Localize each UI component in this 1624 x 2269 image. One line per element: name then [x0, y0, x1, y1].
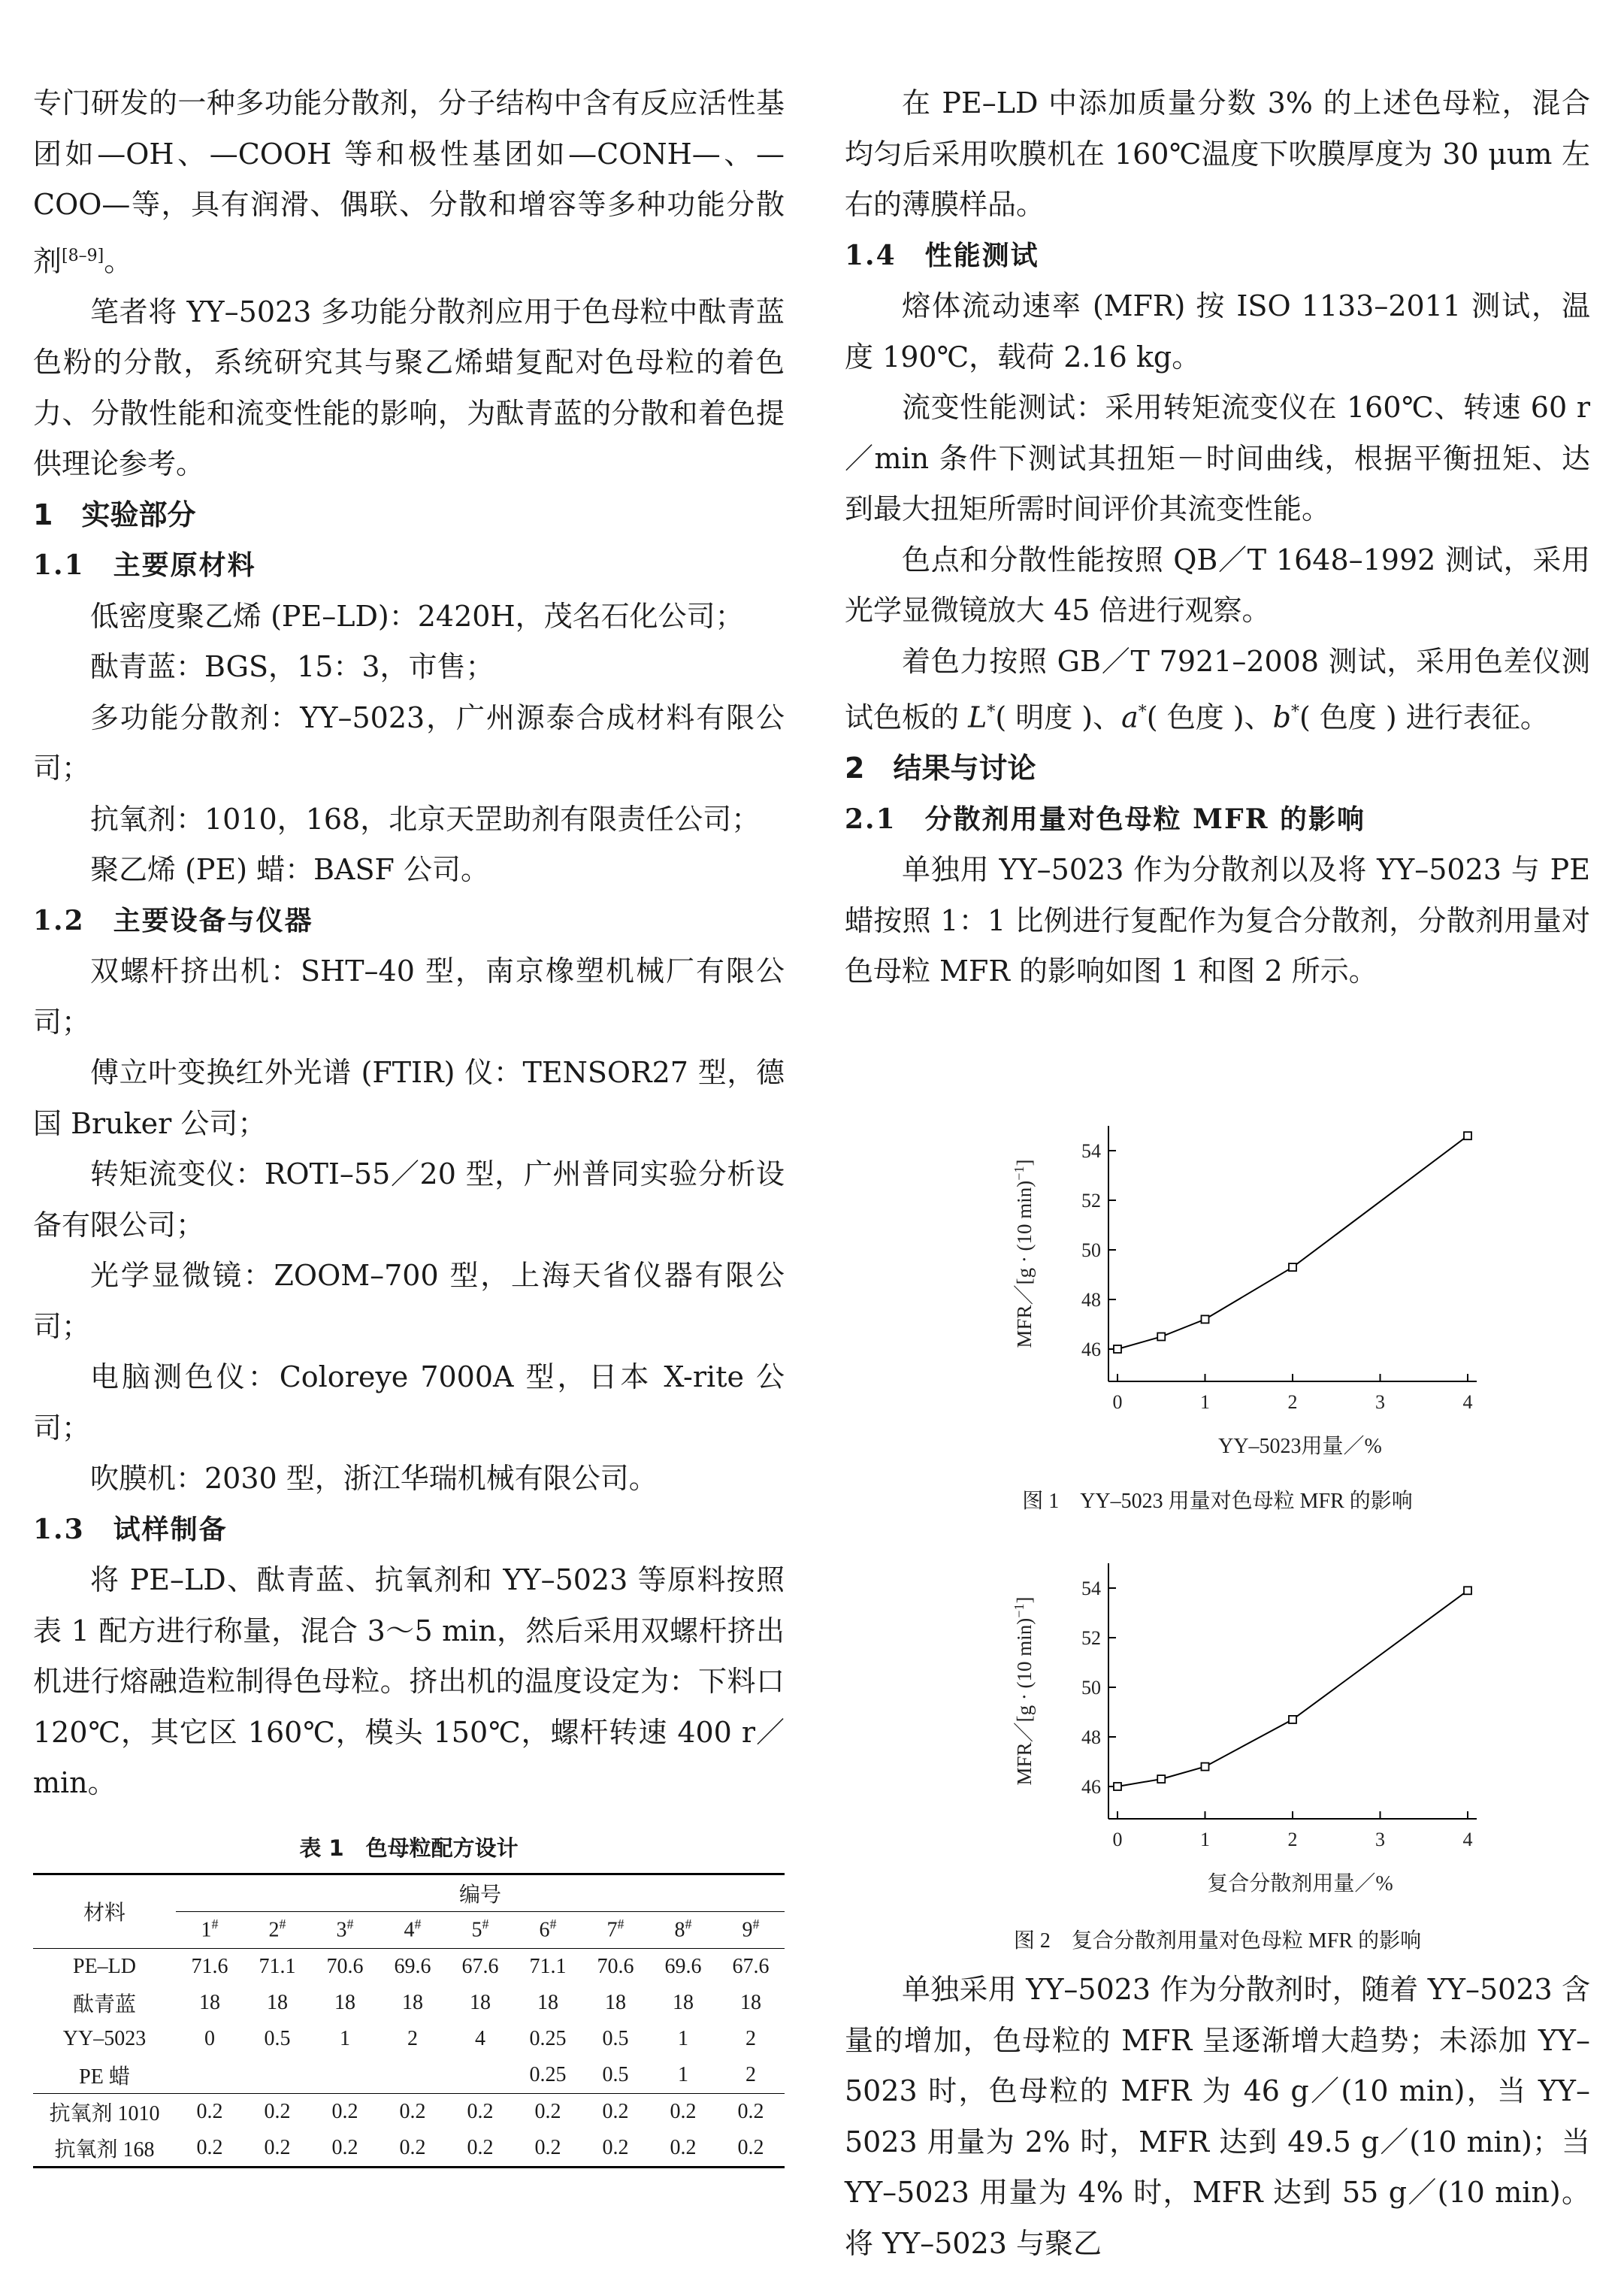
table-cell	[243, 2057, 311, 2094]
color-text-c: ( 色度 )、	[1146, 700, 1273, 734]
fig2-data-point	[1289, 1716, 1296, 1723]
equipment-item: 吹膜机：2030 型，浙江华瑞机械有限公司。	[90, 1462, 658, 1496]
fig1-y-label-sup: −1	[1012, 1166, 1027, 1181]
equipment-item: 转矩流变仪：ROTI–55／20 型，广州普同实验分析设备有限公司；	[33, 1157, 785, 1242]
fig1-y-label-close: ]	[1013, 1159, 1036, 1166]
fig1-x-tick-label: 0	[1112, 1391, 1123, 1413]
equipment-item: 双螺杆挤出机：SHT–40 型，南京橡塑机械厂有限公司；	[33, 954, 785, 1039]
table-cell: 0.2	[379, 2130, 446, 2168]
table-cell: 0	[204, 2026, 215, 2050]
table-cell: 1	[678, 2062, 688, 2086]
table-cell: 67.6	[446, 1948, 514, 1985]
fig1-x-tick-label: 3	[1375, 1391, 1385, 1413]
table-row-label: 抗氧剂 168	[33, 2130, 176, 2168]
fig2-y-tick-label: 52	[1081, 1627, 1101, 1649]
table-column-header: 2#	[268, 1917, 286, 1942]
table-cell: 0.5	[602, 2062, 629, 2086]
table-row-label: 抗氧剂 1010	[33, 2093, 176, 2130]
fig1-series-line	[1117, 1136, 1468, 1349]
table-cell: 0.2	[514, 2130, 582, 2168]
subsection-1-2-heading: 1.2 主要设备与仪器	[33, 904, 313, 936]
star-sup: *	[1290, 703, 1299, 722]
table-cell: 71.1	[243, 1948, 311, 1985]
color-text-d: ( 色度 ) 进行表征。	[1299, 700, 1549, 734]
fig1-data-point	[1464, 1132, 1471, 1139]
table-cell: 1	[340, 2026, 350, 2050]
color-text-a: 着色力按照 GB／T 7921–2008 测试，采用色差仪测试色板的	[845, 644, 1590, 734]
table-cell	[446, 2057, 514, 2094]
fig2-x-tick-label: 3	[1375, 1829, 1385, 1850]
table-row-label: PE–LD	[33, 1948, 176, 1985]
table-column-header: 6#	[539, 1917, 557, 1942]
material-item: 抗氧剂：1010，168，北京天罡助剂有限责任公司；	[90, 802, 761, 836]
table-cell: 71.6	[176, 1948, 243, 1985]
subsection-1-3-heading: 1.3 试样制备	[33, 1513, 228, 1545]
equipment-item: 光学显微镜：ZOOM–700 型，上海天省仪器有限公司；	[33, 1259, 785, 1343]
table-cell	[311, 2057, 379, 2094]
table-row	[33, 2057, 785, 2094]
table-cell: 1	[678, 2026, 688, 2050]
table-row	[33, 2130, 785, 2168]
preparation-paragraph: 将 PE–LD、酞青蓝、抗氧剂和 YY–5023 等原料按照表 1 配方进行称量，混合 3～5 min，然后采用双螺杆挤出机进行熔融造粒制得色母粒。挤出机的温度设定为：下料口 120℃，其它区 160℃，模头 150℃，螺杆转速 400 r／min。	[33, 1563, 785, 1800]
rheology-test-paragraph: 流变性能测试：采用转矩流变仪在 160℃、转速 60 r／min 条件下测试其扭矩－时间曲线，根据平衡扭矩、达到最大扭矩所需时间评价其流变性能。	[845, 391, 1590, 525]
fig2-x-tick-label: 1	[1200, 1829, 1210, 1850]
table-cell: 0.2	[176, 2093, 243, 2130]
fig2-y-axis-label	[1012, 1597, 1036, 1786]
table-column-header: 3#	[336, 1917, 354, 1942]
table-cell: 0.2	[717, 2130, 785, 2168]
fig2-x-tick-label: 0	[1112, 1829, 1123, 1850]
purpose-paragraph: 笔者将 YY–5023 多功能分散剂应用于色母粒中酞青蓝色粉的分散，系统研究其与聚乙烯蜡复配对色母粒的着色力、分散性能和流变性能的影响，为酞青蓝的分散和着色提供理论参考。	[33, 295, 785, 481]
table-cell: 67.6	[717, 1948, 785, 1985]
fig1-data-point	[1114, 1345, 1121, 1353]
table-cell: 0.2	[649, 2130, 717, 2168]
mfr-test-paragraph: 熔体流动速率 (MFR) 按 ISO 1133–2011 测试，温度 190℃，载荷 2.16 kg。	[845, 289, 1590, 374]
equipment-item: 电脑测色仪：Coloreye 7000A 型，日本 X-rite 公司；	[33, 1360, 785, 1445]
subsection-2-1-heading: 2.1 分散剂用量对色母粒 MFR 的影响	[845, 803, 1366, 835]
fig2-y-tick-label: 48	[1081, 1726, 1101, 1748]
table-cell: 18	[402, 1990, 423, 2014]
fig2-x-tick-label: 4	[1462, 1829, 1473, 1850]
right-column	[845, 78, 1590, 997]
table-cell: 0.2	[176, 2130, 243, 2168]
table-cell: 18	[470, 1990, 491, 2014]
intro-paragraph	[33, 78, 785, 287]
fig2-y-tick-label: 50	[1081, 1677, 1101, 1699]
table-cell: 18	[537, 1990, 558, 2014]
table-cell: 18	[673, 1990, 694, 2014]
var-L: L	[968, 700, 987, 734]
table-cell: 0.2	[379, 2093, 446, 2130]
table-cell: 18	[199, 1990, 220, 2014]
table-cell: 2	[745, 2026, 756, 2050]
section-1-heading: 1 实验部分	[33, 498, 196, 531]
table-column-header: 8#	[674, 1917, 692, 1942]
figure-2	[969, 1533, 1480, 1894]
table-cell	[379, 2057, 446, 2094]
var-b: b	[1272, 700, 1291, 734]
fig2-y-tick-label: 46	[1081, 1776, 1101, 1798]
table-header-material: 材料	[33, 1874, 176, 1948]
table-cell: 0.2	[446, 2130, 514, 2168]
table-row-label: 酞青蓝	[72, 1992, 136, 2016]
film-paragraph: 在 PE–LD 中添加质量分数 3% 的上述色母粒，混合均匀后采用吹膜机在 160℃温度下吹膜厚度为 30 μum 左右的薄膜样品。	[845, 86, 1590, 221]
table-cell: 0.2	[311, 2093, 379, 2130]
table-cell: 18	[267, 1990, 288, 2014]
table-caption: 表 1 色母粒配方设计	[299, 1835, 519, 1861]
fig1-y-label-main: MFR／[g · (10 min)	[1013, 1180, 1036, 1348]
equipment-item: 傅立叶变换红外光谱 (FTIR) 仪：TENSOR27 型，德国 Bruker 公司；	[33, 1056, 785, 1140]
discussion-result-paragraph: 单独采用 YY–5023 作为分散剂时，随着 YY–5023 含量的增加，色母粒的 MFR 呈逐渐增大趋势；未添加 YY–5023 时，色母粒的 MFR 为 46 g／(10 min)，当 YY–5023 用量为 2% 时，MFR 达到 49.5 g／(10 min)；当 YY–5023 用量为 4% 时，MFR 达到 55 g／(10 min)。将 YY–5023 与聚乙	[845, 1973, 1590, 2260]
table-row-label: PE 蜡	[79, 2065, 130, 2089]
fig1-x-tick-label: 2	[1287, 1391, 1298, 1413]
fig1-y-tick-label: 52	[1081, 1190, 1101, 1212]
fig2-y-label-main: MFR／[g · (10 min)	[1013, 1617, 1036, 1786]
table-cell: 0.2	[243, 2130, 311, 2168]
fig1-y-tick-label: 48	[1081, 1289, 1101, 1311]
table-cell: 0.2	[514, 2093, 582, 2130]
color-test-paragraph	[845, 637, 1590, 744]
fig2-data-point	[1464, 1587, 1471, 1594]
subsection-1-4-heading: 1.4 性能测试	[845, 239, 1039, 271]
fig1-x-tick-label: 1	[1200, 1391, 1210, 1413]
table-column-header: 4#	[404, 1917, 422, 1942]
table-cell	[176, 2057, 243, 2094]
intro-end: 。	[104, 244, 133, 278]
table-cell: 0.2	[717, 2093, 785, 2130]
citation-ref: [8–9]	[62, 246, 104, 265]
table-cell: 2	[745, 2062, 756, 2086]
table-cell: 18	[334, 1990, 355, 2014]
table-row	[33, 2021, 785, 2057]
table-cell: 0.2	[582, 2093, 649, 2130]
table-cell: 0.2	[446, 2093, 514, 2130]
figure-1-caption: 图 1 YY–5023 用量对色母粒 MFR 的影响	[1022, 1490, 1413, 1513]
table-cell: 4	[475, 2026, 485, 2050]
subsection-1-1-heading: 1.1 主要原材料	[33, 549, 256, 582]
fig1-data-point	[1202, 1315, 1209, 1323]
figure-2-chart	[969, 1533, 1480, 1894]
discussion-intro-paragraph: 单独用 YY–5023 作为分散剂以及将 YY–5023 与 PE 蜡按照 1：1 比例进行复配作为复合分散剂，分散剂用量对色母粒 MFR 的影响如图 1 和图 2 所示。	[845, 853, 1590, 988]
fig1-y-tick-label: 54	[1081, 1140, 1101, 1162]
left-column	[33, 78, 785, 2168]
fig2-data-point	[1157, 1775, 1165, 1783]
fig2-y-label-sup: −1	[1012, 1603, 1027, 1618]
fig1-y-tick-label: 46	[1081, 1339, 1101, 1360]
figure-1-chart	[969, 1096, 1480, 1457]
table-cell: 71.1	[514, 1948, 582, 1985]
fig2-x-axis-label: 复合分散剂用量／%	[1207, 1872, 1393, 1894]
fig1-data-point	[1289, 1263, 1296, 1271]
fig2-y-tick-label: 54	[1081, 1578, 1101, 1599]
figure-1	[969, 1096, 1480, 1457]
table-cell: 0.25	[529, 2026, 567, 2050]
fig1-x-tick-label: 4	[1462, 1391, 1473, 1413]
table-row	[33, 2093, 785, 2130]
table-column-header: 9#	[742, 1917, 760, 1942]
table-cell: 69.6	[649, 1948, 717, 1985]
table-header-group: 编号	[176, 1874, 785, 1911]
table-cell: 70.6	[582, 1948, 649, 1985]
fig1-x-axis-label: YY–5023用量／%	[1218, 1435, 1382, 1457]
material-item: 酞青蓝：BGS，15：3，市售；	[90, 650, 494, 684]
formulation-table-body	[33, 1874, 785, 2167]
figure-2-caption: 图 2 复合分散剂用量对色母粒 MFR 的影响	[1013, 1929, 1422, 1953]
fig2-data-point	[1114, 1783, 1121, 1790]
table-cell: 18	[605, 1990, 626, 2014]
table-row-label: YY–5023	[62, 2026, 147, 2050]
formulation-table	[33, 1873, 785, 2168]
table-cell: 69.6	[379, 1948, 446, 1985]
fig1-y-tick-label: 50	[1081, 1239, 1101, 1261]
table-row	[33, 1948, 785, 1985]
dispersion-test-paragraph: 色点和分散性能按照 QB／T 1648–1992 测试，采用光学显微镜放大 45 倍进行观察。	[845, 543, 1590, 627]
fig2-x-tick-label: 2	[1287, 1829, 1298, 1850]
fig2-series-line	[1117, 1590, 1468, 1786]
intro-text: 专门研发的一种多功能分散剂，分子结构中含有反应活性基团如—OH、—COOH 等和极性基团如—CONH—、—COO—等，具有润滑、偶联、分散和增容等多种功能分散剂	[33, 86, 785, 278]
fig2-data-point	[1202, 1763, 1209, 1771]
material-item: 低密度聚乙烯 (PE–LD)：2420H，茂名石化公司；	[90, 599, 744, 633]
fig1-y-axis-label	[1012, 1160, 1036, 1348]
color-text-b: ( 明度 )、	[995, 700, 1122, 734]
table-column-header: 5#	[471, 1917, 489, 1942]
table-cell: 0.5	[264, 2026, 291, 2050]
star-sup: *	[987, 703, 996, 722]
table-cell: 0.2	[311, 2130, 379, 2168]
fig1-data-point	[1157, 1333, 1165, 1341]
table-row	[33, 1985, 785, 2021]
table-cell: 0.25	[529, 2062, 567, 2086]
table-cell: 70.6	[311, 1948, 379, 1985]
table-cell: 0.2	[582, 2130, 649, 2168]
table-cell: 0.5	[602, 2026, 629, 2050]
table-cell: 0.2	[243, 2093, 311, 2130]
material-item: 多功能分散剂：YY–5023，广州源泰合成材料有限公司；	[33, 700, 785, 785]
material-item: 聚乙烯 (PE) 蜡：BASF 公司。	[90, 853, 489, 887]
table-column-header: 1#	[201, 1917, 219, 1942]
var-a: a	[1121, 700, 1139, 734]
table-cell: 18	[740, 1990, 761, 2014]
table-cell: 0.2	[649, 2093, 717, 2130]
table-column-header: 7#	[606, 1917, 624, 1942]
fig2-y-label-close: ]	[1013, 1596, 1036, 1604]
star-sup: *	[1138, 703, 1147, 722]
section-2-heading: 2 结果与讨论	[845, 752, 1036, 785]
table-cell: 2	[407, 2026, 418, 2050]
